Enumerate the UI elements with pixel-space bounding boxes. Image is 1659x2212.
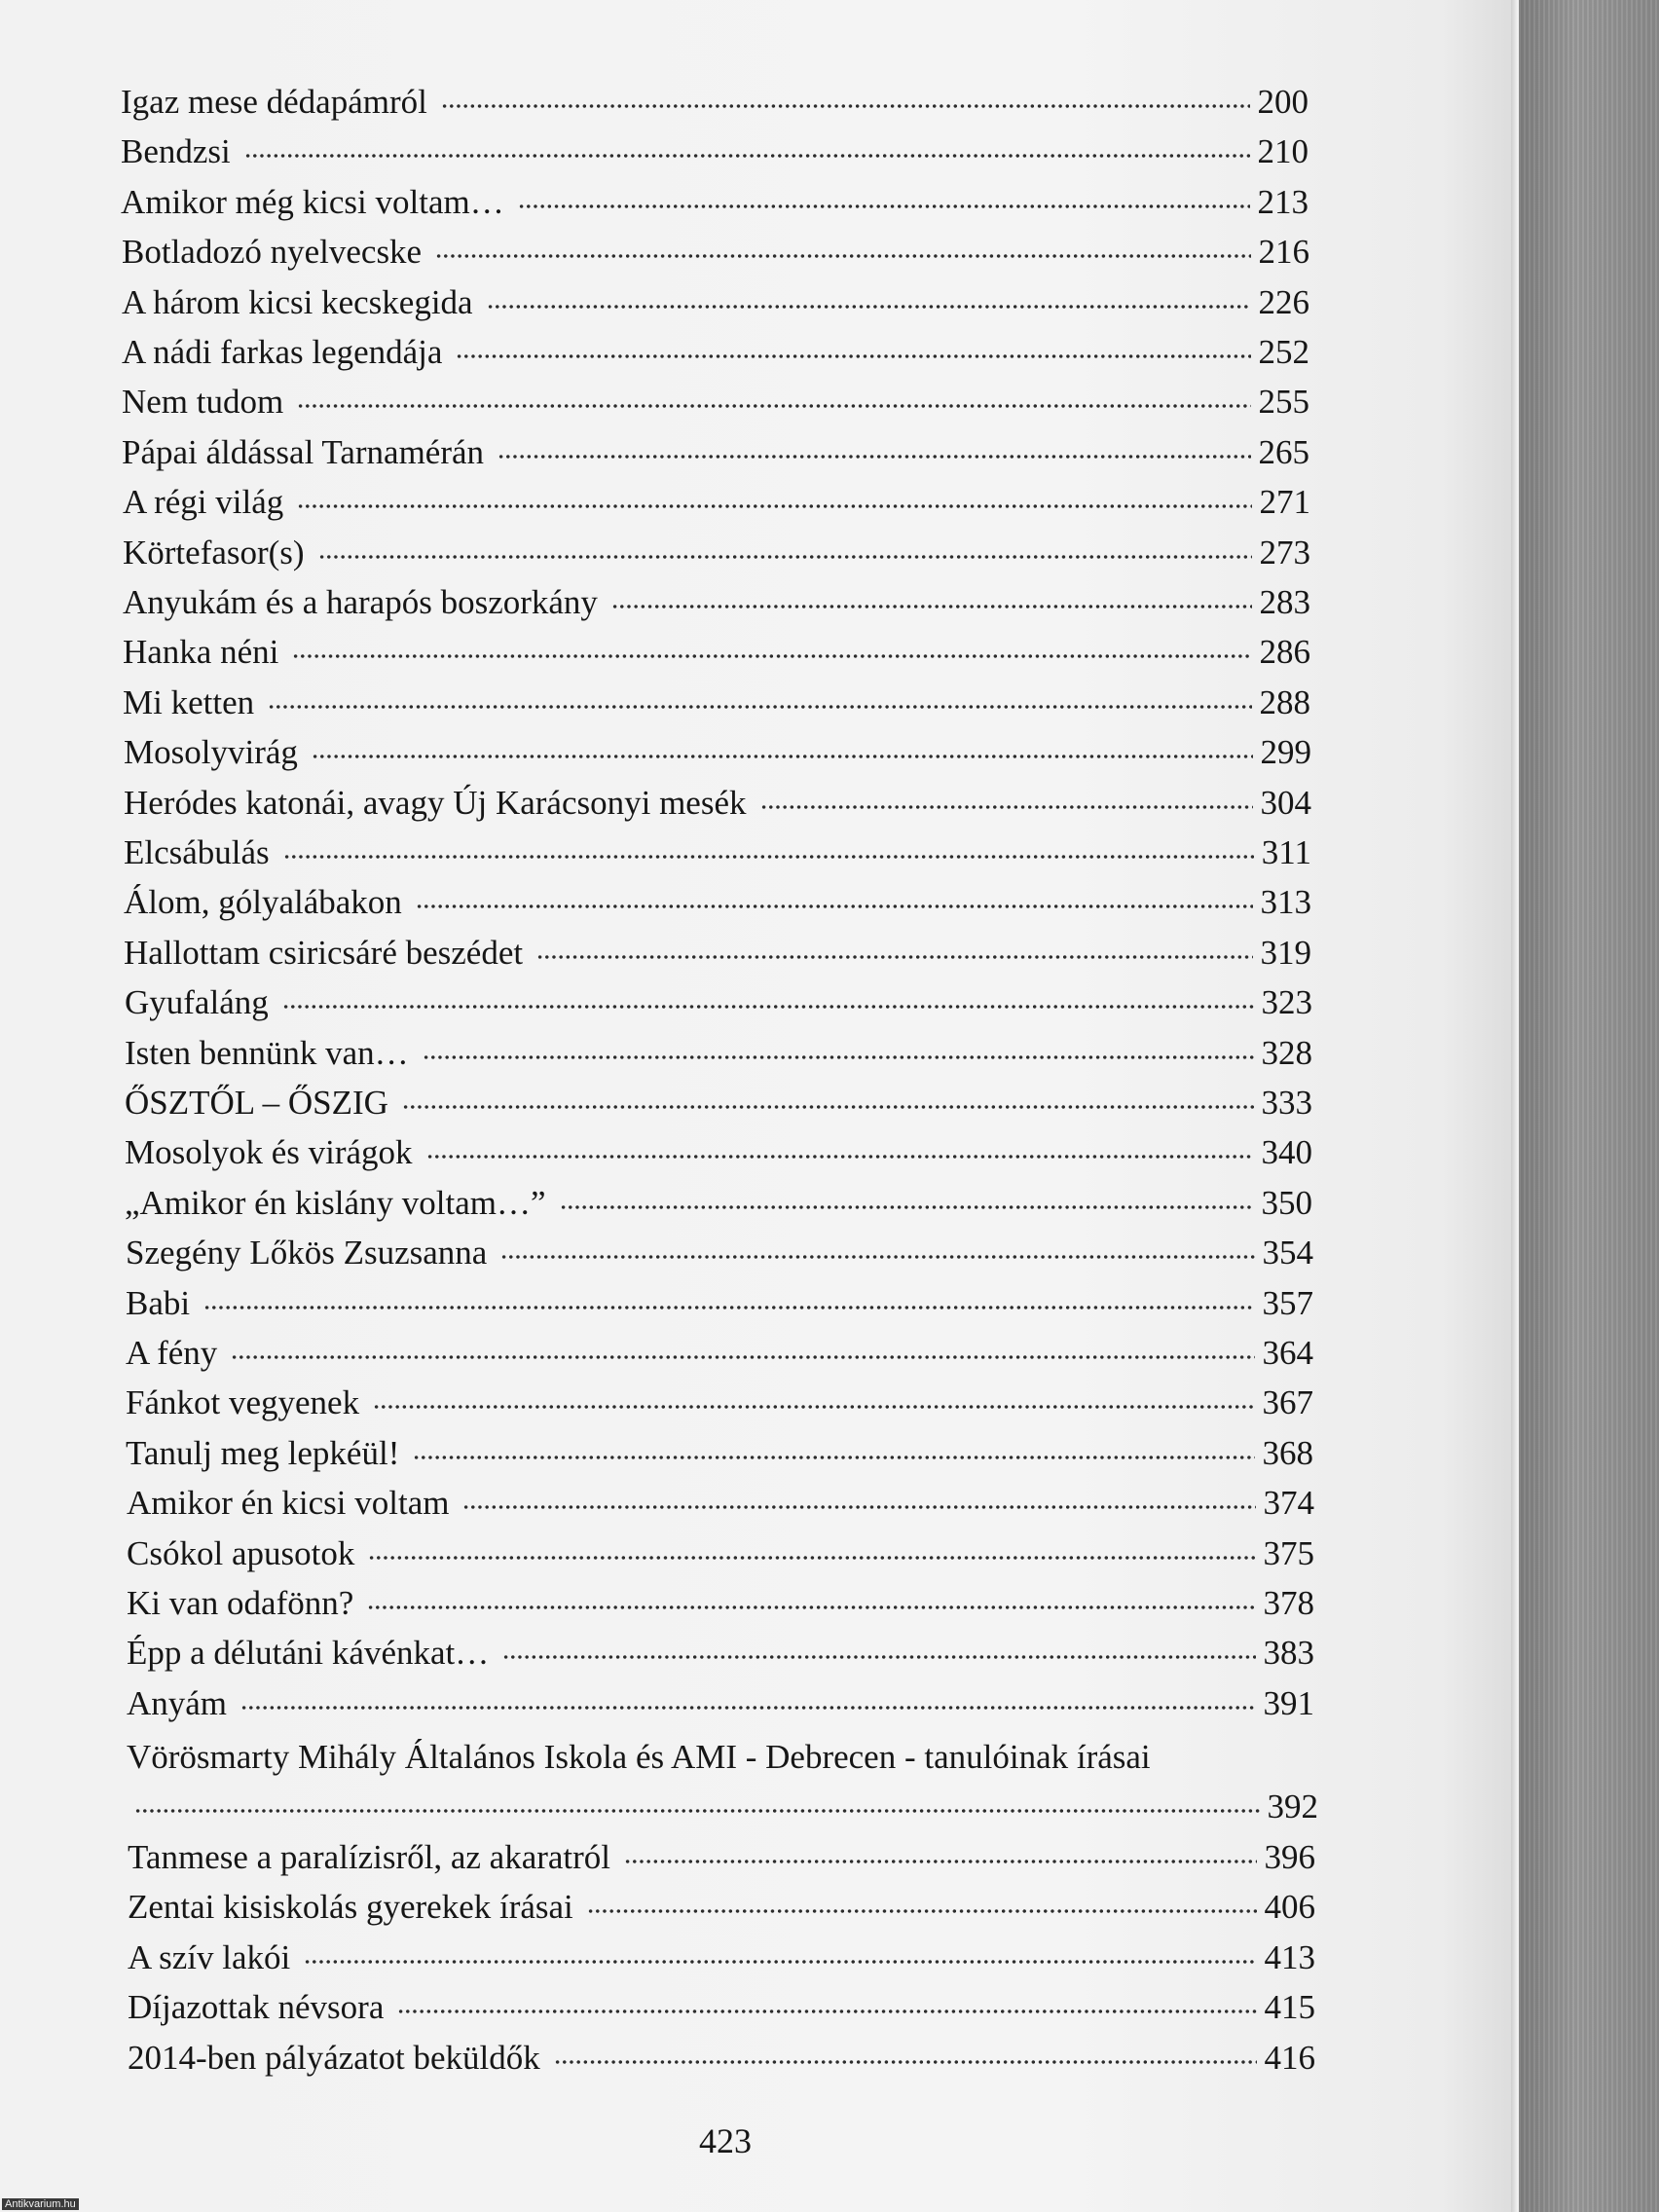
toc-entry-page: 416 xyxy=(1264,2038,1315,2077)
dot-leader xyxy=(502,1652,1255,1662)
toc-entry-page: 328 xyxy=(1261,1033,1312,1072)
toc-entry xyxy=(122,278,1309,327)
toc-entry xyxy=(130,1783,1318,1831)
dot-leader xyxy=(240,1703,1255,1713)
toc-entry-title: Tanulj meg lepkéül! xyxy=(126,1433,400,1472)
toc-entry-title: Heródes katonái, avagy Új Karácsonyi mesék xyxy=(124,783,747,822)
dot-leader xyxy=(244,151,1250,161)
dot-leader xyxy=(416,902,1253,911)
toc-entry xyxy=(124,829,1311,877)
page-number: 423 xyxy=(699,2121,752,2160)
toc-entry-page: 406 xyxy=(1264,1888,1315,1927)
watermark: Antikvarium.hu xyxy=(2,2198,79,2210)
toc-entry xyxy=(125,1179,1312,1228)
dot-leader xyxy=(402,1102,1254,1112)
dot-leader xyxy=(611,602,1252,611)
toc-entry-page: 313 xyxy=(1260,883,1311,922)
dot-leader xyxy=(462,1502,1255,1512)
dot-leader xyxy=(413,1453,1254,1462)
toc-entry-page: 340 xyxy=(1261,1133,1312,1172)
toc-entry xyxy=(127,1479,1314,1528)
toc-entry-title: Amikor még kicsi voltam… xyxy=(121,182,504,221)
toc-entry xyxy=(126,1329,1313,1378)
dot-leader xyxy=(373,1402,1254,1412)
toc-entry xyxy=(126,1279,1313,1328)
toc-entry-title: Gyufaláng xyxy=(125,983,269,1022)
toc-entry-page: 413 xyxy=(1264,1937,1315,1976)
dot-leader xyxy=(297,401,1250,411)
dot-leader xyxy=(368,1553,1255,1563)
toc-entry-title: Anyukám és a harapós boszorkány xyxy=(123,583,598,621)
toc-entry-page: 364 xyxy=(1262,1334,1313,1372)
toc-entry-page: 271 xyxy=(1259,483,1310,522)
dot-leader xyxy=(231,1352,1254,1362)
dot-leader xyxy=(487,302,1251,312)
toc-entry-title: Körtefasor(s) xyxy=(123,533,305,571)
toc-entry xyxy=(127,1679,1314,1728)
toc-entry-title: Pápai áldással Tarnamérán xyxy=(122,432,485,471)
dot-leader xyxy=(536,952,1252,962)
toc-entry-title: Mosolyvirág xyxy=(124,733,298,772)
toc-entry-title: Csókol apusotok xyxy=(127,1533,355,1572)
toc-entry xyxy=(122,378,1309,426)
toc-entry-title: A régi világ xyxy=(123,483,284,522)
toc-entry-page: 299 xyxy=(1260,733,1311,772)
dot-leader xyxy=(456,351,1250,361)
toc-entry-title: Mi ketten xyxy=(123,682,255,721)
dot-leader xyxy=(268,702,1251,712)
toc-entry-title: Igaz mese dédapámról xyxy=(121,83,427,121)
toc-entry xyxy=(128,1883,1315,1932)
toc-entry xyxy=(124,779,1311,828)
toc-entry xyxy=(126,1229,1313,1277)
toc-entry-page: 396 xyxy=(1264,1838,1315,1876)
toc-entry xyxy=(121,78,1309,127)
toc-entry xyxy=(121,128,1309,176)
dot-leader xyxy=(203,1303,1254,1312)
dot-leader xyxy=(587,1906,1257,1916)
dot-leader xyxy=(304,1957,1256,1967)
toc-entry-title: Bendzsi xyxy=(121,132,231,171)
toc-entry-title: Szegény Lőkös Zsuzsanna xyxy=(126,1234,488,1272)
toc-entry xyxy=(124,929,1311,977)
toc-entry xyxy=(127,1530,1314,1578)
toc-entry-page: 383 xyxy=(1263,1634,1314,1673)
dot-leader xyxy=(426,1152,1254,1161)
wood-background xyxy=(1519,0,1659,2212)
toc-entry-page: 357 xyxy=(1262,1283,1313,1322)
toc-entry-title: Babi xyxy=(126,1283,191,1322)
toc-entry-title: ŐSZTŐL – ŐSZIG xyxy=(125,1084,388,1122)
toc-entry-page: 273 xyxy=(1259,533,1310,571)
toc-entry xyxy=(123,628,1310,677)
toc-entry-title: Nem tudom xyxy=(122,383,284,422)
toc-entry xyxy=(127,1579,1314,1628)
toc-long-entry-title: Vörösmarty Mihály Általános Iskola és AMI - Debrecen - tanulóinak írásai xyxy=(127,1738,1151,1776)
toc-entry xyxy=(124,878,1311,927)
dot-leader xyxy=(435,251,1250,261)
toc-entry-title: Díjazottak névsora xyxy=(128,1988,385,2027)
toc-entry xyxy=(125,978,1312,1027)
toc-entry-title: Elcsábulás xyxy=(124,833,270,871)
toc-entry xyxy=(122,328,1309,377)
toc-entry-title: A fény xyxy=(126,1334,218,1372)
toc-entry xyxy=(128,1934,1315,1982)
toc-entry-title: Isten bennünk van… xyxy=(125,1033,409,1072)
toc-entry-page: 265 xyxy=(1258,432,1309,471)
toc-entry-title: Álom, gólyalábakon xyxy=(124,883,402,922)
toc-entry-title: Hallottam csiricsáré beszédet xyxy=(124,933,524,972)
dot-leader xyxy=(297,501,1251,511)
dot-leader xyxy=(283,852,1254,862)
toc-entry-page: 323 xyxy=(1261,983,1312,1022)
toc-entry-page: 367 xyxy=(1262,1383,1313,1422)
toc-entry-title: Tanmese a paralízisről, az akaratról xyxy=(128,1838,611,1876)
toc-entry-page: 375 xyxy=(1263,1533,1314,1572)
toc-entry-page: 226 xyxy=(1258,282,1309,321)
toc-entry-title: Amikor én kicsi voltam xyxy=(127,1484,450,1523)
dot-leader xyxy=(554,2057,1257,2067)
toc-entry-title: Fánkot vegyenek xyxy=(126,1383,360,1422)
toc-entry xyxy=(123,679,1310,727)
toc-entry xyxy=(127,1629,1314,1677)
toc-entry-title: 2014-ben pályázatot beküldők xyxy=(128,2038,540,2077)
toc-entry-page: 213 xyxy=(1257,182,1309,221)
toc-entry xyxy=(125,1029,1312,1078)
toc-entry-page: 288 xyxy=(1259,682,1310,721)
toc-entry-title: Mosolyok és virágok xyxy=(125,1133,413,1172)
toc-entry xyxy=(128,1833,1315,1882)
dot-leader xyxy=(441,101,1250,111)
toc-entry-title: A három kicsi kecskegida xyxy=(122,282,473,321)
toc-entry-title: Ki van odafönn? xyxy=(127,1584,354,1622)
toc-entry-page: 319 xyxy=(1260,933,1311,972)
toc-entry-page: 350 xyxy=(1261,1183,1312,1222)
toc-entry-page: 415 xyxy=(1264,1988,1315,2027)
dot-leader xyxy=(367,1603,1255,1612)
dot-leader xyxy=(312,752,1253,761)
toc-entry xyxy=(123,578,1310,627)
toc-entry-title: Botladozó nyelvecske xyxy=(122,233,423,272)
toc-entry xyxy=(122,428,1309,477)
toc-entry xyxy=(123,478,1310,527)
toc-entry-page: 333 xyxy=(1261,1084,1312,1122)
toc-entry xyxy=(128,1983,1315,2032)
toc-entry-page: 391 xyxy=(1263,1683,1314,1722)
toc-entry xyxy=(128,2034,1315,2083)
toc-entry xyxy=(125,1128,1312,1177)
dot-leader xyxy=(624,1857,1256,1866)
toc-entry xyxy=(124,728,1311,777)
toc-entry-title: Hanka néni xyxy=(123,633,279,672)
dot-leader xyxy=(423,1052,1254,1062)
toc-entry-page: 374 xyxy=(1263,1484,1314,1523)
toc-entry xyxy=(122,228,1309,276)
toc-entry-page: 304 xyxy=(1260,783,1311,822)
dot-leader xyxy=(760,802,1253,812)
dot-leader xyxy=(282,1002,1254,1012)
dot-leader xyxy=(134,1806,1260,1816)
dot-leader xyxy=(518,202,1250,211)
toc-entry-page: 283 xyxy=(1259,583,1310,621)
toc-entry-page: 392 xyxy=(1267,1788,1318,1825)
toc-entry xyxy=(126,1379,1313,1427)
dot-leader xyxy=(292,651,1251,661)
dot-leader xyxy=(318,552,1252,562)
dot-leader xyxy=(498,452,1250,461)
toc-entry-page: 354 xyxy=(1262,1234,1313,1272)
dot-leader xyxy=(397,2007,1256,2016)
toc-entry-page: 286 xyxy=(1259,633,1310,672)
toc-entry-title: A szív lakói xyxy=(128,1937,291,1976)
toc-entry-page: 216 xyxy=(1258,233,1309,272)
toc-entry-page: 210 xyxy=(1257,132,1309,171)
toc-entry-page: 255 xyxy=(1258,383,1309,422)
toc-entry-page: 311 xyxy=(1261,833,1311,871)
toc-entry xyxy=(121,178,1309,227)
toc-entry-title: A nádi farkas legendája xyxy=(122,333,443,371)
toc-entry xyxy=(123,529,1310,577)
toc-entry-page: 252 xyxy=(1258,333,1309,371)
toc-entry-page: 368 xyxy=(1262,1433,1313,1472)
toc-entry xyxy=(126,1429,1313,1478)
toc-entry-title: Épp a délutáni kávénkat… xyxy=(127,1634,490,1673)
toc-entry-title: Zentai kisiskolás gyerekek írásai xyxy=(128,1888,573,1927)
toc-entry-page: 200 xyxy=(1257,83,1309,121)
toc-entry-page: 378 xyxy=(1263,1584,1314,1622)
toc-entry-title: Anyám xyxy=(127,1683,228,1722)
toc-entry xyxy=(125,1079,1312,1127)
dot-leader xyxy=(500,1252,1254,1262)
toc-entry-title: „Amikor én kislány voltam…” xyxy=(125,1183,546,1222)
dot-leader xyxy=(560,1202,1254,1212)
